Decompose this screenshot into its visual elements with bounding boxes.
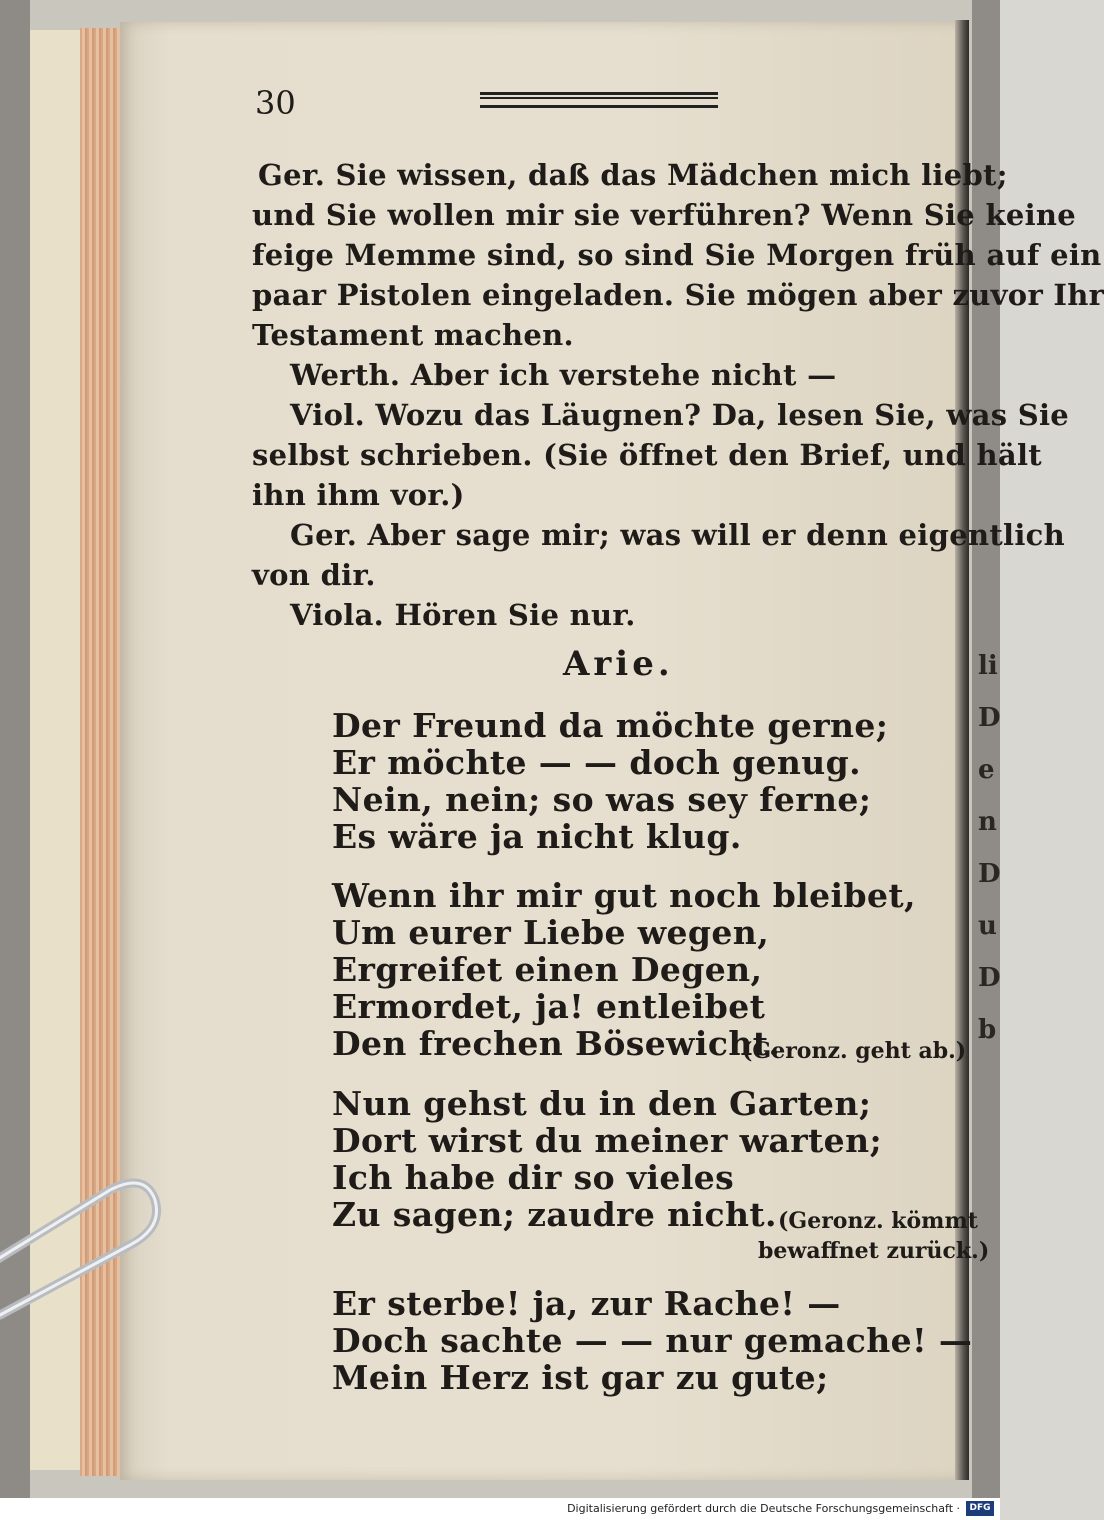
verse-line: Wenn ihr mir gut noch bleibet, <box>332 876 916 915</box>
page-number: 30 <box>255 84 296 122</box>
dfg-logo: DFG <box>966 1501 994 1516</box>
verse-line: Doch sachte — — nur gemache! — <box>332 1321 973 1360</box>
footer-credit: Digitalisierung gefördert durch die Deutsche Forschungsgemeinschaft · <box>567 1502 960 1515</box>
fragment-char: D <box>978 859 1001 889</box>
verse-line: Er möchte — — doch genug. <box>332 743 862 782</box>
fragment-char: li <box>978 651 998 681</box>
verse-line: Er sterbe! ja, zur Rache! — <box>332 1284 841 1323</box>
prose-line: selbst schrieben. (Sie öffnet den Brief, und hält <box>252 438 1042 472</box>
header-rule <box>480 92 718 108</box>
fragment-char: n <box>978 807 997 837</box>
prose-line: Viol. Wozu das Läugnen? Da, lesen Sie, was Sie <box>290 398 1070 432</box>
stage-direction: bewaffnet zurück.) <box>758 1238 990 1264</box>
prose-line: Werth. Aber ich verstehe nicht — <box>290 358 837 392</box>
verse-line: Ich habe dir so vieles <box>332 1158 735 1197</box>
fragment-char: D <box>978 963 1001 993</box>
stage-direction: (Geronz. geht ab.) <box>742 1038 967 1064</box>
verse-line: Dort wirst du meiner warten; <box>332 1121 883 1160</box>
prose-line: paar Pistolen eingeladen. Sie mögen aber zuvor Ihr <box>252 278 1104 312</box>
prose-line: Ger. Aber sage mir; was will er denn eigentlich <box>290 518 1066 552</box>
verse-line: Nun gehst du in den Garten; <box>332 1084 872 1123</box>
verse-line: Ermordet, ja! entleibet <box>332 987 766 1026</box>
prose-line: Viola. Hören Sie nur. <box>290 598 636 632</box>
verse-line: Den frechen Bösewicht. <box>332 1024 781 1063</box>
verse-line: Der Freund da möchte gerne; <box>332 706 889 745</box>
verse-line: Nein, nein; so was sey ferne; <box>332 780 872 819</box>
verse-line: Zu sagen; zaudre nicht. <box>332 1195 777 1234</box>
prose-line: von dir. <box>252 558 376 592</box>
prose-line: ihn ihm vor.) <box>252 478 465 512</box>
fragment-char: b <box>978 1015 997 1045</box>
fragment-char: e <box>978 755 995 785</box>
verse-line: Um eurer Liebe wegen, <box>332 913 770 952</box>
verse-line: Mein Herz ist gar zu gute; <box>332 1358 829 1397</box>
verse-line: Es wäre ja nicht klug. <box>332 817 742 856</box>
prose-line: Ger. Sie wissen, daß das Mädchen mich liebt; <box>258 158 1008 192</box>
stage-direction: (Geronz. kömmt <box>778 1208 978 1234</box>
fragment-char: D <box>978 703 1001 733</box>
footer-bar <box>0 1498 1000 1520</box>
prose-line: Testament machen. <box>252 318 574 352</box>
next-page-fragment <box>978 640 1001 1045</box>
prose-line: feige Memme sind, so sind Sie Morgen früh auf ein <box>252 238 1102 272</box>
prose-line: und Sie wollen mir sie verführen? Wenn Sie keine <box>252 198 1077 232</box>
paper-clip <box>0 1150 190 1320</box>
verse-line: Ergreifet einen Degen, <box>332 950 763 989</box>
fragment-char: u <box>978 911 997 941</box>
aria-heading: Arie. <box>563 644 674 684</box>
